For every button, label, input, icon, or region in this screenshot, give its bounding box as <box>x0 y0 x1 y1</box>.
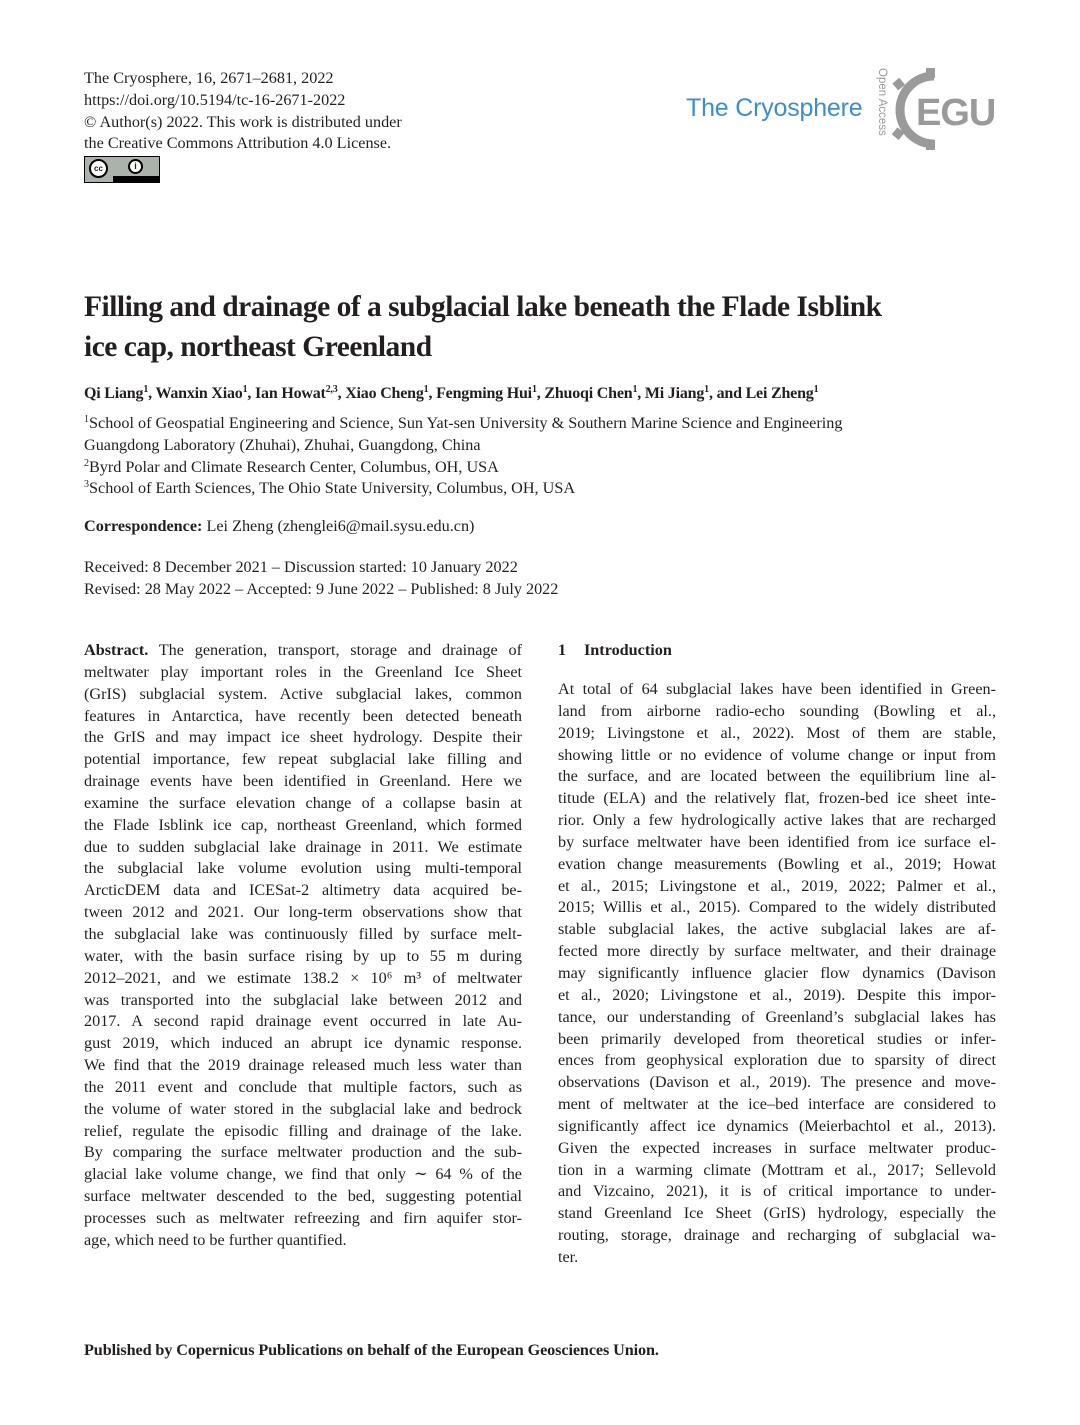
text-line <box>84 815 522 837</box>
author-affiliation-mark: 1 <box>423 384 429 395</box>
line-measure: titude (ELA) and the relatively flat, frozen-bed ice sheet inte- <box>558 789 996 808</box>
abstract-label: Abstract. <box>84 641 149 659</box>
author-list <box>84 385 818 403</box>
author-separator: , <box>337 385 346 402</box>
egu-letters: EGU <box>916 92 996 134</box>
text-line <box>84 771 522 793</box>
text-line <box>84 684 522 706</box>
text-line <box>558 1050 996 1072</box>
line-measure: ter. <box>558 1247 579 1266</box>
line-measure: due to sudden subglacial lake drainage in 2011. We estimate <box>84 837 522 856</box>
text-line <box>558 1072 996 1094</box>
line-measure: ment of meltwater at the ice–bed interface are considered to <box>558 1095 996 1114</box>
line-measure: glacial lake volume change, we find that only ∼ 64 % of the <box>84 1165 522 1184</box>
line-measure: the Flade Isblink ice cap, northeast Greenland, which formed <box>84 815 522 834</box>
text-line <box>84 1055 522 1077</box>
attribution-person-icon: i <box>128 159 143 174</box>
text-line <box>84 1121 522 1143</box>
author-name: Ian Howat <box>255 385 326 402</box>
line-measure: the volume of water stored in the subglacial lake and bedrock <box>84 1099 522 1118</box>
affiliation-1: $^1$School of Geospatial Engineering and Science, Sun Yat-sen University & Southern Marine Science and Engineering <box>84 414 843 432</box>
text-line <box>84 858 522 880</box>
line-measure: Given the expected increases in surface meltwater produc- <box>558 1138 996 1157</box>
egu-logo-icon <box>890 66 1000 152</box>
text-line <box>84 837 522 859</box>
line-measure: tween 2012 and 2021. Our long-term observations show that <box>84 903 522 922</box>
journal-metadata <box>84 68 402 155</box>
text-line <box>84 1230 522 1252</box>
text-line <box>558 963 996 985</box>
author-separator: , <box>637 385 645 402</box>
line-measure: 2017. A second rapid drainage event occurred in late Au- <box>84 1012 522 1031</box>
correspondence-contact[interactable]: Lei Zheng (zhenglei6@mail.sysu.edu.cn) <box>206 517 475 535</box>
text-line <box>84 1164 522 1186</box>
section-number: 1 <box>558 641 567 659</box>
author-name: Mi Jiang <box>644 385 705 402</box>
line-measure: the surface, and are located between the equilibrium line al- <box>558 767 996 786</box>
text-line <box>558 701 996 723</box>
correspondence <box>84 517 474 536</box>
affiliation-2: $^2$Byrd Polar and Climate Research Center, Columbus, OH, USA <box>84 457 499 476</box>
text-line <box>84 902 522 924</box>
line-measure: By comparing the surface meltwater production and the sub- <box>84 1143 522 1162</box>
text-line <box>558 1094 996 1116</box>
line-measure: evation change measurements (Bowling et al., 2019; Howat <box>558 854 996 873</box>
introduction-body <box>558 679 996 1269</box>
line-measure: 2019; Livingstone et al., 2022). Most of them are stable, <box>558 723 996 742</box>
author-separator: , <box>148 385 156 402</box>
line-measure: observations (Davison et al., 2019). The presence and move- <box>558 1073 996 1092</box>
author-name: Wanxin Xiao <box>155 385 243 402</box>
text-line <box>84 990 522 1012</box>
title-line: Filling and drainage of a subglacial lake beneath the Flade Isblink <box>84 291 882 323</box>
author-affiliation-mark: 1 <box>632 384 638 395</box>
line-measure: tance, our understanding of Greenland’s subglacial lakes has <box>558 1007 996 1026</box>
author-affiliation-mark: 1 <box>813 384 819 395</box>
text-line <box>84 640 522 662</box>
affiliation-1-cont: Guangdong Laboratory (Zhuhai), Zhuhai, Guangdong, China <box>84 435 481 454</box>
line-measure: relief, regulate the episodic filling and drainage of the lake. <box>84 1121 522 1140</box>
line-measure: meltwater play important roles in the Greenland Ice Sheet <box>84 662 522 681</box>
line-measure: water, with the basin surface rising by up to 55 m during <box>84 946 522 965</box>
line-measure: We find that the 2019 drainage released much less water than <box>84 1056 522 1075</box>
text-line <box>558 985 996 1007</box>
line-measure: stable subglacial lakes, the active subglacial lakes are af- <box>558 920 996 939</box>
author-name: Zhuoqi Chen <box>544 385 633 402</box>
line-measure: gust 2019, which induced an abrupt ice dynamic response. <box>84 1034 522 1053</box>
line-measure: potential importance, few repeat subglacial lake filling and <box>84 750 522 769</box>
cc-by-license-icon[interactable] <box>84 156 160 183</box>
text-line <box>558 1029 996 1051</box>
line-measure: the subglacial lake volume evolution using multi-temporal <box>84 859 522 878</box>
line-measure: significantly affect ice dynamics (Meierbachtol et al., 2013). <box>558 1116 996 1135</box>
text-line <box>84 706 522 728</box>
text-line <box>558 1225 996 1247</box>
text-line <box>84 1208 522 1230</box>
line-measure: (GrIS) subglacial system. Active subglacial lakes, common <box>84 684 522 703</box>
author-separator: , and <box>708 385 746 402</box>
text-line <box>84 1011 522 1033</box>
text-line <box>84 880 522 902</box>
text-line <box>558 1160 996 1182</box>
line-measure: by surface meltwater have been identified from ice surface el- <box>558 832 996 851</box>
author-name: Xiao Cheng <box>345 385 424 402</box>
text-line <box>558 788 996 810</box>
text-line <box>558 745 996 767</box>
text-line <box>84 968 522 990</box>
line-measure: processes such as meltwater refreezing and firn aquifer stor- <box>84 1208 522 1227</box>
text-line <box>558 876 996 898</box>
text-line <box>558 1203 996 1225</box>
text-line <box>558 1007 996 1029</box>
author-separator: , <box>247 385 256 402</box>
publisher-footer: Published by Copernicus Publications on behalf of the European Geosciences Union. <box>84 1341 659 1359</box>
line-measure: showing little or no evidence of volume change or input from <box>558 745 996 764</box>
doi-link[interactable]: https://doi.org/10.5194/tc-16-2671-2022 <box>84 90 346 109</box>
dates-published: Revised: 28 May 2022 – Accepted: 9 June 2022 – Published: 8 July 2022 <box>84 579 559 598</box>
text-line <box>84 1186 522 1208</box>
text-line <box>84 924 522 946</box>
text-line <box>558 919 996 941</box>
author-affiliation-mark: 1 <box>143 384 149 395</box>
text-line <box>84 727 522 749</box>
text-line <box>558 810 996 832</box>
abstract <box>84 640 522 1252</box>
line-measure: ArcticDEM data and ICESat-2 altimetry data acquired be- <box>84 881 522 900</box>
cc-by-bar <box>113 176 159 182</box>
affiliation-3: $^3$School of Earth Sciences, The Ohio State University, Columbus, OH, USA <box>84 479 576 498</box>
author-name: Lei Zheng <box>745 385 814 402</box>
license-notice: the Creative Commons Attribution 4.0 License. <box>84 134 392 153</box>
text-line <box>558 766 996 788</box>
text-line <box>84 662 522 684</box>
line-measure: the 2011 event and conclude that multiple factors, such as <box>84 1077 522 1096</box>
author-separator: , <box>428 385 437 402</box>
author-affiliation-mark: 2,3 <box>325 384 338 395</box>
text-line <box>558 854 996 876</box>
text-line <box>558 723 996 745</box>
line-measure: the subglacial lake was continuously filled by surface melt- <box>84 924 522 943</box>
author-affiliation-mark: 1 <box>704 384 709 395</box>
line-measure: fected more directly by surface meltwater, and their drainage <box>558 942 996 961</box>
line-measure: age, which need to be further quantified. <box>84 1230 347 1249</box>
author-name: Fengming Hui <box>436 385 532 402</box>
author-separator: , <box>536 385 545 402</box>
cc-icon: cc <box>89 159 108 178</box>
text-line-content: The generation, transport, storage and drainage of <box>148 641 522 659</box>
journal-logo-name: The Cryosphere <box>686 94 863 122</box>
affiliations <box>84 413 842 500</box>
copyright-notice: © Author(s) 2022. This work is distributed under <box>84 112 402 131</box>
line-measure: features in Antarctica, have recently been detected beneath <box>84 706 522 725</box>
line-measure: At total of 64 subglacial lakes have been identified in Green- <box>558 680 996 698</box>
line-measure: 2015; Willis et al., 2015). Compared to the widely distributed <box>558 898 996 917</box>
line-measure: ences from geophysical exploration due to sparsity of direct <box>558 1051 996 1070</box>
line-measure: been primarily developed from theoretical studies or infer- <box>558 1029 996 1048</box>
line-measure: surface meltwater descended to the bed, suggesting potential <box>84 1187 522 1206</box>
text-line <box>84 1142 522 1164</box>
author-affiliation-mark: 1 <box>242 384 248 395</box>
text-line <box>558 832 996 854</box>
open-access-label: Open Access <box>876 68 888 136</box>
title-line: ice cap, northeast Greenland <box>84 331 432 363</box>
line-measure: 2012–2021, and we estimate 138.2 × 10⁶ m³ of meltwater <box>84 968 522 987</box>
line-measure: may significantly influence glacier flow dynamics (Davison <box>558 963 996 982</box>
text-line <box>84 946 522 968</box>
text-line <box>84 793 522 815</box>
text-line <box>558 941 996 963</box>
text-line <box>84 1099 522 1121</box>
line-measure: land from airborne radio-echo sounding (Bowling et al., <box>558 701 996 720</box>
line-measure: and Vizcaino, 2021), it is of critical importance to under- <box>558 1182 996 1201</box>
line-measure: tion in a warming climate (Mottram et al., 2017; Sellevold <box>558 1160 996 1179</box>
text-line <box>558 1116 996 1138</box>
line-measure: was transported into the subglacial lake between 2012 and <box>84 990 522 1009</box>
line-measure: stand Greenland Ice Sheet (GrIS) hydrology, especially the <box>558 1204 996 1223</box>
paper-title <box>84 287 994 367</box>
text-line <box>558 1138 996 1160</box>
line-measure <box>84 641 522 659</box>
section-heading-introduction <box>558 641 672 660</box>
text-line <box>558 897 996 919</box>
text-line <box>84 1033 522 1055</box>
text-line <box>558 1247 996 1269</box>
author-name: Qi Liang <box>84 385 144 402</box>
citation: The Cryosphere, 16, 2671–2681, 2022 <box>84 69 334 87</box>
publication-dates <box>84 557 558 601</box>
line-measure: examine the surface elevation change of a collapse basin at <box>84 793 522 812</box>
line-measure: drainage events have been identified in Greenland. Here we <box>84 772 522 791</box>
line-measure: et al., 2015; Livingstone et al., 2019, 2022; Palmer et al., <box>558 876 996 895</box>
egu-gear-tooth <box>926 68 935 78</box>
author-affiliation-mark: 1 <box>531 384 537 395</box>
text-line <box>558 1181 996 1203</box>
line-measure: et al., 2020; Livingstone et al., 2019). Despite this impor- <box>558 985 996 1004</box>
line-measure: the GrIS and may impact ice sheet hydrology. Despite their <box>84 728 522 747</box>
text-line <box>84 1077 522 1099</box>
line-measure: routing, storage, drainage and recharging of subglacial wa- <box>558 1226 996 1245</box>
section-title: Introduction <box>584 641 672 659</box>
text-line <box>558 679 996 701</box>
correspondence-label: Correspondence: <box>84 517 203 535</box>
egu-gear-tooth <box>926 140 935 150</box>
text-line <box>84 749 522 771</box>
dates-received: Received: 8 December 2021 – Discussion started: 10 January 2022 <box>84 558 518 576</box>
line-measure: rior. Only a few hydrologically active lakes that are recharged <box>558 811 996 830</box>
